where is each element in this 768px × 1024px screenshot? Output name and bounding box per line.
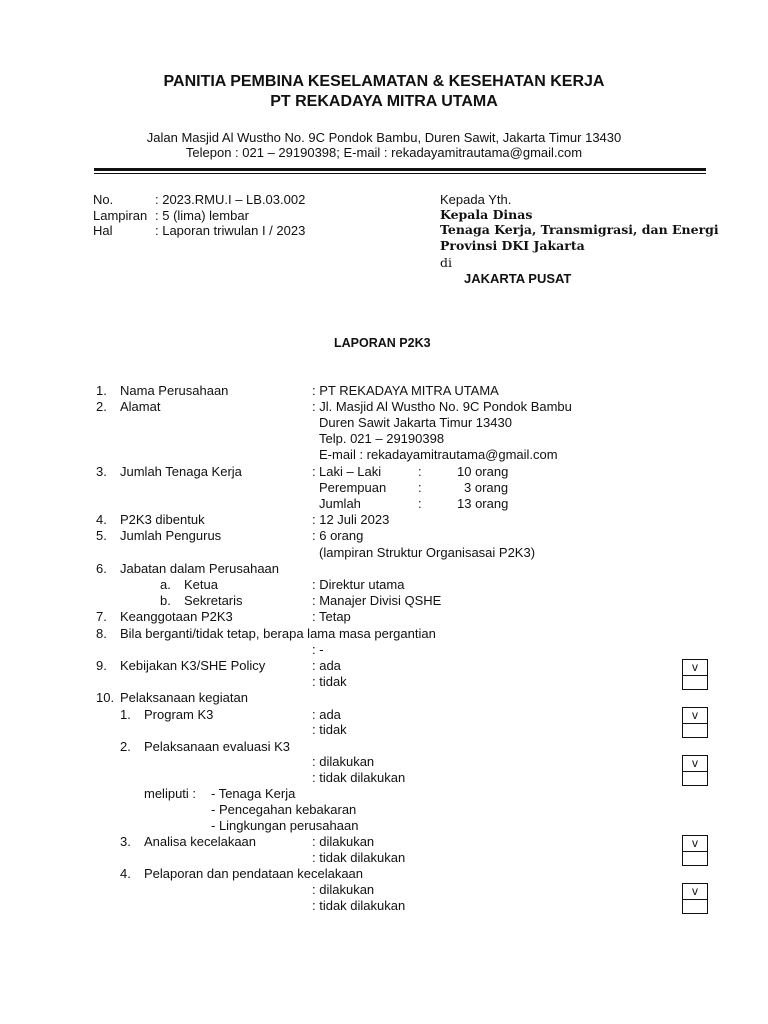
workers-female-colon: :: [418, 480, 422, 495]
workers-male-count: 10 orang: [457, 464, 509, 479]
item-1-number: 1.: [96, 383, 107, 398]
workers-female-label: Perempuan: [319, 480, 387, 495]
checkmark-icon: v: [692, 884, 698, 898]
item-10-1-option-ada: : ada: [312, 707, 341, 722]
item-10-3-option-done: : dilakukan: [312, 834, 375, 849]
item-10-4-checkbox[interactable]: [682, 883, 708, 914]
item-10-4-option-not-done: : tidak dilakukan: [312, 898, 406, 913]
item-3-colon: :: [312, 464, 316, 479]
item-10-3-label: Analisa kecelakaan: [144, 834, 257, 849]
item-10-1-checkbox[interactable]: [682, 707, 708, 738]
item-6b-number: b.: [160, 593, 171, 608]
item-1-value: : PT REKADAYA MITRA UTAMA: [312, 383, 499, 398]
item-9-checkbox[interactable]: [682, 659, 708, 690]
org-name-line2: PT REKADAYA MITRA UTAMA: [270, 93, 498, 110]
item-10-4-option-done: : dilakukan: [312, 882, 375, 897]
item-4-label: P2K3 dibentuk: [120, 512, 205, 527]
item-10-2-checkbox[interactable]: [682, 755, 708, 786]
item-2-email: E-mail : rekadayamitrautama@gmail.com: [319, 447, 558, 462]
item-4-number: 4.: [96, 512, 107, 527]
item-10-4-label: Pelaporan dan pendataan kecelakaan: [144, 866, 364, 881]
workers-total-count: 13 orang: [457, 496, 509, 511]
item-5-number: 5.: [96, 528, 107, 543]
item-9-option-ada: : ada: [312, 658, 341, 673]
item-9-label: Kebijakan K3/SHE Policy: [120, 658, 266, 673]
item-10-label: Pelaksanaan kegiatan: [120, 690, 248, 705]
item-10-2-scope-workforce: - Tenaga Kerja: [211, 786, 296, 801]
item-10-number: 10.: [96, 690, 115, 705]
checkmark-icon: v: [692, 756, 698, 770]
header-divider-thin: [94, 173, 706, 174]
item-8-value: : -: [312, 642, 324, 657]
item-10-3-checkbox[interactable]: [682, 835, 708, 866]
recipient-line2: Tenaga Kerja, Transmigrasi, dan Energi: [440, 222, 719, 237]
recipient-di: di: [440, 255, 452, 270]
checkmark-icon: v: [692, 660, 698, 674]
item-9-number: 9.: [96, 658, 107, 673]
item-10-3-number: 3.: [120, 834, 131, 849]
item-10-1-number: 1.: [120, 707, 131, 722]
item-2-label: Alamat: [120, 399, 161, 414]
item-6a-value: : Direktur utama: [312, 577, 405, 592]
checkmark-icon: v: [692, 708, 698, 722]
recipient-line3: Provinsi DKI Jakarta: [440, 238, 585, 253]
item-10-4-number: 4.: [120, 866, 131, 881]
item-5-note: (lampiran Struktur Organisasai P2K3): [319, 545, 536, 560]
item-7-value: : Tetap: [312, 609, 351, 624]
org-name-line1: PANITIA PEMBINA KESELAMATAN & KESEHATAN KERJA: [163, 73, 605, 90]
workers-female-count: 3 orang: [464, 480, 509, 495]
item-10-2-scope-fire: - Pencegahan kebakaran: [211, 802, 357, 817]
item-10-2-option-done: : dilakukan: [312, 754, 375, 769]
meta-lampiran-label: Lampiran: [93, 208, 148, 223]
item-1-label: Nama Perusahaan: [120, 383, 229, 398]
item-2-phone: Telp. 021 – 29190398: [319, 431, 445, 446]
item-6b-value: : Manajer Divisi QSHE: [312, 593, 442, 608]
item-2-number: 2.: [96, 399, 107, 414]
item-3-number: 3.: [96, 464, 107, 479]
workers-male-colon: :: [418, 464, 422, 479]
item-9-option-tidak: : tidak: [312, 674, 347, 689]
workers-total-label: Jumlah: [319, 496, 361, 511]
checkmark-icon: v: [692, 836, 698, 850]
item-6b-label: Sekretaris: [184, 593, 243, 608]
item-10-2-label: Pelaksanaan evaluasi K3: [144, 739, 290, 754]
item-5-label: Jumlah Pengurus: [120, 528, 222, 543]
item-10-1-option-tidak: : tidak: [312, 722, 347, 737]
item-6-number: 6.: [96, 561, 107, 576]
org-contact: Telepon : 021 – 29190398; E-mail : rekadayamitrautama@gmail.com: [185, 145, 583, 160]
item-6a-label: Ketua: [184, 577, 218, 592]
item-8-label: Bila berganti/tidak tetap, berapa lama masa pergantian: [120, 626, 436, 641]
item-10-2-number: 2.: [120, 739, 131, 754]
item-7-label: Keanggotaan P2K3: [120, 609, 233, 624]
item-3-label: Jumlah Tenaga Kerja: [120, 464, 242, 479]
item-10-2-scope-environment: - Lingkungan perusahaan: [211, 818, 359, 833]
item-10-2-scope-label: meliputi :: [144, 786, 197, 801]
item-2-address-line2: Duren Sawit Jakarta Timur 13430: [319, 415, 512, 430]
recipient-greeting: Kepada Yth.: [440, 192, 512, 207]
meta-lampiran-value: : 5 (lima) lembar: [155, 208, 249, 223]
item-6-label: Jabatan dalam Perusahaan: [120, 561, 280, 576]
report-title: LAPORAN P2K3: [334, 336, 431, 350]
meta-hal-value: : Laporan triwulan I / 2023: [155, 223, 306, 238]
item-10-3-option-not-done: : tidak dilakukan: [312, 850, 406, 865]
workers-male-label: Laki – Laki: [319, 464, 382, 479]
recipient-line1: Kepala Dinas: [440, 207, 533, 222]
item-6a-number: a.: [160, 577, 171, 592]
meta-no-value: : 2023.RMU.I – LB.03.002: [155, 192, 306, 207]
item-4-value: : 12 Juli 2023: [312, 512, 390, 527]
item-10-2-option-not-done: : tidak dilakukan: [312, 770, 406, 785]
workers-total-colon: :: [418, 496, 422, 511]
item-5-value: : 6 orang: [312, 528, 364, 543]
org-address: Jalan Masjid Al Wustho No. 9C Pondok Bambu, Duren Sawit, Jakarta Timur 13430: [146, 130, 622, 145]
item-2-value: : Jl. Masjid Al Wustho No. 9C Pondok Bambu: [312, 399, 572, 414]
recipient-city: JAKARTA PUSAT: [464, 271, 572, 286]
item-8-number: 8.: [96, 626, 107, 641]
meta-no-label: No.: [93, 192, 114, 207]
header-divider-thick: [94, 168, 706, 171]
item-7-number: 7.: [96, 609, 107, 624]
item-10-1-label: Program K3: [144, 707, 214, 722]
meta-hal-label: Hal: [93, 223, 113, 238]
